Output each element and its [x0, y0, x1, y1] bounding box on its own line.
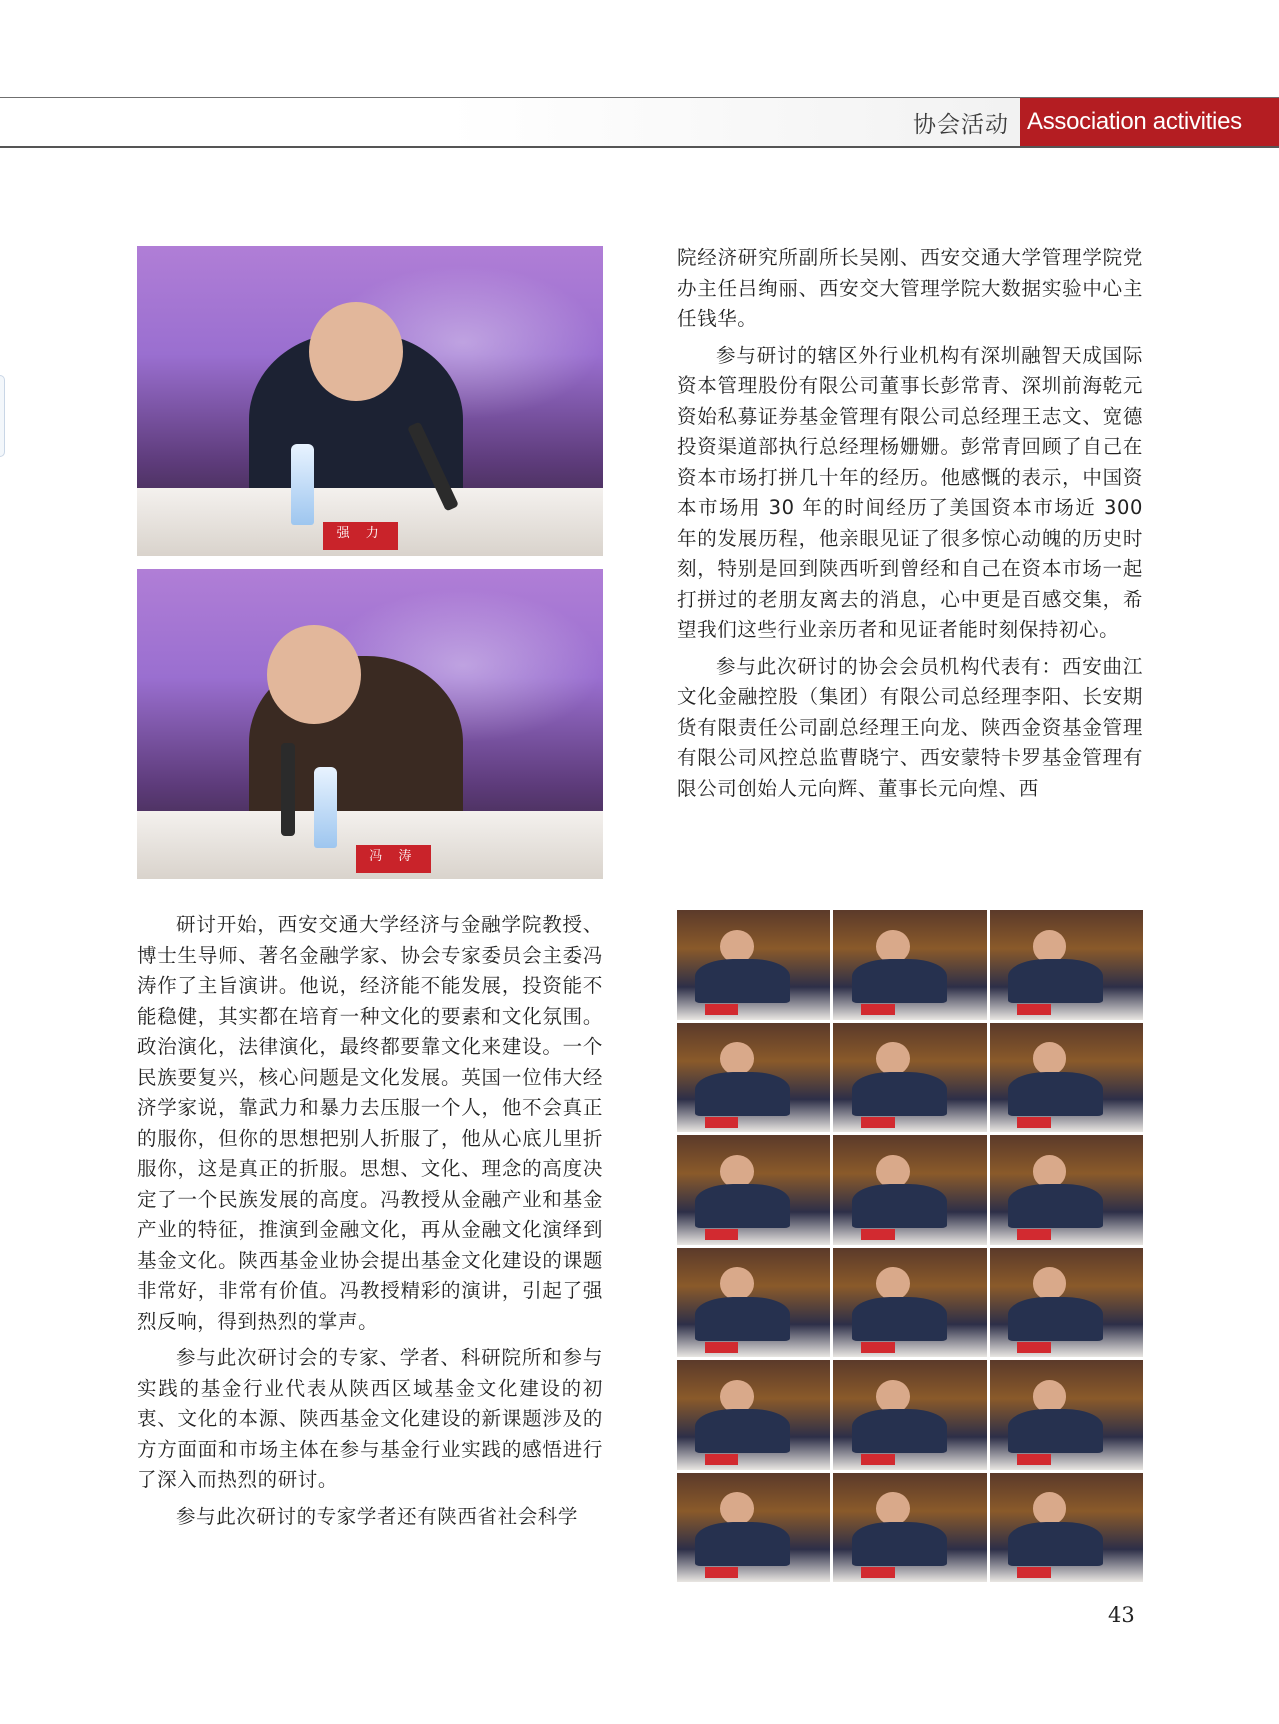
participant-photo [833, 1248, 986, 1358]
participant-photo [990, 1473, 1143, 1583]
participant-photo [677, 910, 830, 1020]
nameplate-mark [705, 1117, 739, 1128]
left-column-text [137, 910, 603, 1532]
paragraph: 参与此次研讨的专家学者还有陕西省社会科学 [176, 1504, 579, 1528]
participant-photo [677, 1135, 830, 1245]
page-edge-tab [0, 375, 5, 457]
nameplate-mark [861, 1567, 895, 1578]
speaker-head [267, 625, 360, 724]
section-title-cn: 协会活动 [913, 112, 1009, 138]
participant-photo [990, 1023, 1143, 1133]
nameplate-mark [861, 1117, 895, 1128]
right-column-text [677, 243, 1143, 804]
participant-photo [990, 1248, 1143, 1358]
section-title-en: Association activities [1027, 108, 1242, 135]
paragraph: 参与此次研讨的协会会员机构代表有：西安曲江文化金融控股（集团）有限公司总经理李阳、长安期货有限责任公司副总经理王向龙、陕西金资基金管理有限公司风控总监曹晓宁、西安蒙特卡罗基金管理有限公司创始人元向辉、董事长元向煌、西 [677, 654, 1143, 800]
nameplate-mark [1017, 1229, 1051, 1240]
nameplate-mark [1017, 1454, 1051, 1465]
paragraph: 研讨开始，西安交通大学经济与金融学院教授、博士生导师、著名金融学家、协会专家委员会主委冯涛作了主旨演讲。他说，经济能不能发展，投资能不能稳健，其实都在培育一种文化的要素和文化氛围。政治演化，法律演化，最终都要靠文化来建设。一个民族要复兴，核心问题是文化发展。英国一位伟大经济学家说，靠武力和暴力去压服一个人，他不会真正的服你，但你的思想把别人折服了，他从心底儿里折服你，这是真正的折服。思想、文化、理念的高度决定了一个民族发展的高度。冯教授从金融产业和基金产业的特征，推演到金融文化，再从金融文化演绎到基金文化。陕西基金业协会提出基金文化建设的课题非常好，非常有价值。冯教授精彩的演讲，引起了强烈反响，得到热烈的掌声。 [137, 913, 603, 1333]
speaker-photo-1 [137, 246, 603, 556]
nameplate: 强 力 [323, 522, 398, 550]
microphone [281, 743, 295, 836]
nameplate-mark [705, 1229, 739, 1240]
participant-photo [833, 910, 986, 1020]
paragraph: 参与此次研讨会的专家、学者、科研院所和参与实践的基金行业代表从陕西区域基金文化建设的初衷、文化的本源、陕西基金文化建设的新课题涉及的方方面面和市场主体在参与基金行业实践的感悟进行了深入而热烈的研讨。 [137, 1346, 603, 1491]
nameplate-mark [705, 1454, 739, 1465]
participant-photo [833, 1135, 986, 1245]
paragraph: 院经济研究所副所长吴刚、西安交通大学管理学院党办主任吕绚丽、西安交大管理学院大数据实验中心主任钱华。 [677, 246, 1143, 330]
participant-photo [833, 1473, 986, 1583]
nameplate-mark [861, 1229, 895, 1240]
paragraph: 参与研讨的辖区外行业机构有深圳融智天成国际资本管理股份有限公司董事长彭常青、深圳前海乾元资始私募证券基金管理有限公司总经理王志文、宽德投资渠道部执行总经理杨姗姗。彭常青回顾了自己在资本市场打拼几十年的经历。他感慨的表示，中国资本市场用 30 年的时间经历了美国资本市场近 300 年的发展历程，他亲眼见证了很多惊心动魄的历史时刻，特别是回到陕西听到曾经和自己在资本市场一起打拼过的老朋友离去的消息，心中更是百感交集，希望我们这些行业亲历者和见证者能时刻保持初心。 [677, 343, 1143, 641]
participant-photo-grid [677, 910, 1143, 1582]
nameplate-mark [705, 1567, 739, 1578]
participant-photo [677, 1473, 830, 1583]
nameplate-mark [861, 1342, 895, 1353]
participant-photo [833, 1023, 986, 1133]
participant-photo [677, 1248, 830, 1358]
nameplate-mark [1017, 1117, 1051, 1128]
nameplate: 冯 涛 [356, 845, 431, 873]
nameplate-mark [705, 1342, 739, 1353]
participant-photo [677, 1023, 830, 1133]
nameplate-mark [705, 1004, 739, 1015]
water-bottle [314, 767, 337, 848]
participant-photo [833, 1360, 986, 1470]
nameplate-mark [1017, 1567, 1051, 1578]
nameplate-mark [1017, 1342, 1051, 1353]
nameplate-mark [861, 1004, 895, 1015]
nameplate-mark [1017, 1004, 1051, 1015]
participant-photo [677, 1360, 830, 1470]
participant-photo [990, 1135, 1143, 1245]
participant-photo [990, 1360, 1143, 1470]
nameplate-mark [861, 1454, 895, 1465]
speaker-photo-2 [137, 569, 603, 879]
speaker-head [309, 302, 402, 401]
participant-photo [990, 910, 1143, 1020]
page-number: 43 [1108, 1603, 1135, 1627]
water-bottle [291, 444, 314, 525]
